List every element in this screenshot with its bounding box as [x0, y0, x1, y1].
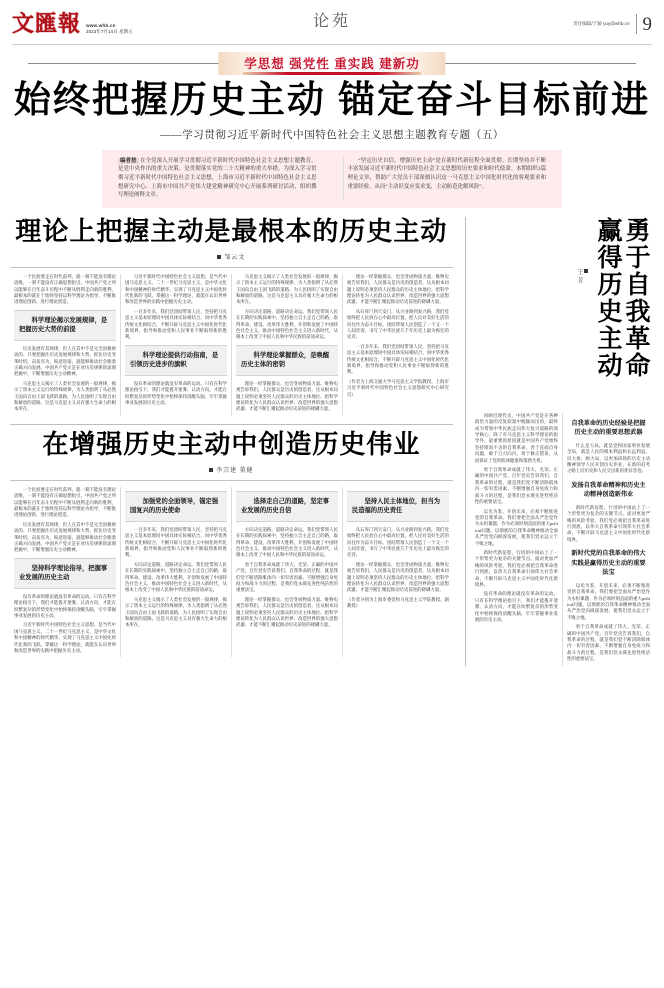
body-paragraph: 一百多年来，我们党团结带领人民，坚持把马克思主义基本原理同中国具体实际相结合、同中华优秀传统文化相结合，不断开辟马克思主义中国化时代化新境界，指导和推动党和人民事业不断取得新的胜利。 — [346, 343, 449, 375]
article-2 — [10, 424, 453, 658]
article-1-rule — [10, 267, 453, 268]
body-paragraph: 新时代新征程，行进的中国站上了一个形势更为复杂的关键节点。面对更加严峻的风险考验，我们党必须把自我革命进行到底，以伟大自我革命引领伟大社会革命，不断开辟马克思主义中国化时代化新境界。 — [474, 549, 558, 587]
body-paragraph: 回顾近现代史，中国共产党是在各种政治力量的反复较量中脱颖而出的，最终成为带领中华民族走向伟大复兴道路的领导核心，除了有马克思主义科学理论的指导外，最重要的原因就是中国共产党始终坚持锲而不舍的自我革命，善于直面自身问题，敢于刀刃向内，勇于修正错误，从而保证了党的肌体健康和蓬勃生机。 — [474, 412, 558, 463]
pull-quote: 坚持人民主体地位，担当为民造福的历史责任 — [347, 491, 449, 522]
pull-quote: 科学理论提供行动指南，是引领历史进步的旗帜 — [125, 345, 227, 376]
article-3-head-area — [471, 217, 654, 413]
bullet-icon — [584, 269, 588, 273]
body-paragraph: 新时代新征程，行进的中国站上了一个形势更为复杂的关键节点。面对更加严峻的风险考验，我们党必须把自我革命进行到底，以伟大自我革命引领伟大社会革命，不断开辟马克思主义中国化时代化新境界。 — [566, 504, 650, 542]
article-2-columns — [10, 487, 453, 658]
zone-divider — [465, 217, 466, 666]
page-headline: 始终把握历史主动 锚定奋斗目标前进 — [13, 79, 651, 120]
column-2 — [562, 413, 654, 666]
body-paragraph: 理论一经掌握群众，也会变成物质力量。唯物史观告诉我们，人民群众是历史的创造者，这从根本问题上说明必须坚持人民群众的历史主体地位。把科学理论转化为人民群众认识世界、改造世界的强大思想武器，才能不断汇聚起推动历史前进的磅礴力量。 — [235, 380, 338, 412]
editor-credit: 责任编辑/于颖 yuy@whb.cn — [573, 21, 630, 26]
article-3-author: 王芳 — [576, 268, 582, 285]
pull-quote: 加强党的全面领导，锚定强国复兴的历史使命 — [125, 491, 227, 522]
body-paragraph: 习近平新时代中国特色社会主义思想，是当代中国马克思主义、二十一世纪马克思主义，是中华文化和中国精神的时代精华，实现了马克思主义中国化时代化新的飞跃。掌握这一科学理论，就能在认识世界和改造世界的实践中把握历史主动。 — [14, 622, 116, 653]
body-paragraph: 方向决定道路，道路决定命运。我们党带领人民在长期的实践探索中，坚持独立自主走自己的路，取得革命、建设、改革伟大胜利，开创和发展了中国特色社会主义，推动中国特色社会主义进入新时代，从根本上改变了中国人民和中华民族的前途命运。 — [124, 561, 227, 593]
body-paragraph: 马克思主义揭示了人类社会发展的一般规律，揭示了资本主义运行的特殊规律，为人类指明了从必然王国向自由王国飞跃的道路，为人民指明了实现自由和解放的道路。这是马克思主义具有强大生命力的根本所在。 — [235, 273, 338, 305]
body-paragraph: 方向决定道路，道路决定命运。我们党带领人民在长期的实践探索中，坚持独立自主走自己的路，取得革命、建设、改革伟大胜利，开创和发展了中国特色社会主义，推动中国特色社会主义进入新时代，从根本上改变了中国人民和中华民族的前途命运。 — [235, 308, 338, 340]
editor-note-box — [102, 150, 562, 208]
body-paragraph: 一百多年来，我们党团结带领人民，坚持把马克思主义基本原理同中国具体实际相结合、同中华优秀传统文化相结合，不断开辟马克思主义中国化时代化新境界，指导和推动党和人民事业不断取得新的胜利。 — [124, 308, 227, 340]
body-paragraph: 什么是大局，就是党和国家事业发展全局，就是人民的根本利益和长远利益。识大体、顾大局，以更加昂扬的历史主动精神领导人民开创历史伟业，在新的赶考之路上向历史和人民交出新的优异答卷。 — [566, 442, 650, 474]
article-2-author: 李宗建 董健 — [216, 467, 254, 474]
body-paragraph: 勇于自我革命成就了伟大、光荣、正确的中国共产党。百年党史告诉我们，自我革命的过程，就是我们党不断清除肌体内一切有害因素、不断增强自身免疫力和战斗力的过程，是我们党永葆先进性纯洁性的重要法宝。 — [235, 561, 338, 593]
pull-quote: 科学理论掌握群众，是唤醒历史主体的密钥 — [236, 345, 338, 376]
bullet-icon — [217, 255, 221, 259]
column-2 — [120, 274, 231, 416]
pull-quote: 科学理论揭示发展规律，是把握历史大势的前提 — [14, 310, 116, 341]
column-1 — [471, 413, 562, 666]
pull-quote: 坚持科学理论指导，把握事业发展的历史主动 — [14, 558, 116, 589]
body-paragraph: 以史为鉴、开创未来，必须不断推进党的自我革命。我们要把全面从严治党作为永恒课题、作为必须时刻直面的重大political问题，以彻底的自我革命精神推动全面从严治党向纵深发展，使我们党永远立于不败之地。 — [474, 508, 558, 546]
section-title: 论苑 — [312, 13, 351, 30]
article-1-byline — [10, 252, 453, 261]
editor-note-text-1: 在全党深入开展学习贯彻习近平新时代中国特色社会主义思想主题教育，是党中央作出的重大决策，是贯彻落实党的二十大精神的重大举措。为深入学习贯彻习近平新时代中国特色社会主义思想，上海市习近平新时代中国特色社会主义思想研究中心、上海市中国共产党伟大建党精神研究中心开展系列研讨活动，组织撰写理论阐释文章。 — [118, 157, 317, 199]
pull-quote: 发扬自我革命精神和历史主动精神创造新伟业 — [571, 481, 646, 499]
logo-text: 文匯報 — [12, 11, 82, 36]
body-paragraph: 理论一经掌握群众，也会变成物质力量。唯物史观告诉我们，人民群众是历史的创造者，这从根本问题上说明必须坚持人民群众的历史主体地位。把科学理论转化为人民群众认识世界、改造世界的强大思想武器，才能不断汇聚起推动历史前进的磅礴力量。 — [346, 561, 449, 593]
body-paragraph: 从石库门到天安门，从兴业路到复兴路，我们党始终把人民放在心中最高位置，把人民对美好生活的向往作为奋斗目标，团结带领人民创造了一个又一个人间奇迹，书写了中华民族几千年历史上最为恢宏的史诗。 — [346, 526, 449, 558]
article-2-author-note: （作者分别为上海市委党校马克思主义学院教授、副教授） — [346, 596, 449, 609]
body-paragraph: 一百多年来，我们党团结带领人民，坚持把马克思主义基本原理同中国具体实际相结合、同中华优秀传统文化相结合，不断开辟马克思主义中国化时代化新境界，指导和推动党和人民事业不断取得新的胜利。 — [124, 526, 227, 558]
body-paragraph: 马克思主义揭示了人类社会发展的一般规律，揭示了资本主义运行的特殊规律，为人类指明了从必然王国向自由王国飞跃的道路，为人民指明了实现自由和解放的道路。这是马克思主义具有强大生命力的根本所在。 — [14, 380, 116, 412]
column-2 — [120, 487, 231, 658]
masthead — [10, 0, 654, 42]
body-paragraph: 以史为鉴、开创未来，必须不断推进党的自我革命。我们要把全面从严治党作为永恒课题、作为必须时刻直面的重大political问题，以彻底的自我革命精神推动全面从严治党向纵深发展，使我们党永远立于不败之地。 — [566, 582, 650, 620]
body-paragraph: 勇于自我革命成就了伟大、光荣、正确的中国共产党。百年党史告诉我们，自我革命的过程，就是我们党不断清除肌体内一切有害因素、不断增强自身免疫力和战斗力的过程，是我们党永葆先进性纯洁性的重要法宝。 — [474, 467, 558, 505]
article-3-title[interactable]: 勇于自我革命 赢得历史主动 — [594, 216, 650, 379]
column-3 — [231, 487, 342, 658]
body-paragraph: 一个民族要走在时代前列，就一刻不能没有理论思维，一刻不能没有正确思想指引。中国共产党之所以能够在百年奋斗历程中不断从胜利走向新的胜利，最根本的就在于始终坚持以科学理论为指导，不断推进理论创新、进行理论创造。 — [14, 273, 116, 305]
pull-quote: 自我革命的历史经验是把握历史主动的重要思想武器 — [571, 419, 646, 437]
left-zone — [10, 217, 460, 666]
column-3 — [231, 274, 342, 416]
body-paragraph: 从石库门到天安门，从兴业路到复兴路，我们党始终把人民放在心中最高位置，把人民对美好生活的向往作为奋斗目标，团结带领人民创造了一个又一个人间奇迹，书写了中华民族几千年历史上最为恢宏的史诗。 — [346, 308, 449, 340]
column-1 — [10, 274, 120, 416]
body-paragraph: 历史发展有其规律，但人在其中不是完全消极被动的。只要把握住历史发展规律和大势，抓住历史变革时机，奋发有为，锐意进取，就能够推动社会朝着正确方向发展。中国共产党正是在对历史规律的深刻把握中，不断增强历史主动精神。 — [14, 345, 116, 377]
article-2-rule — [10, 480, 453, 481]
page-number: 9 — [642, 13, 652, 35]
body-paragraph: 历史发展有其规律，但人在其中不是完全消极被动的。只要把握住历史发展规律和大势，抓住历史变革时机，奋发有为，锐意进取，就能够推动社会朝着正确方向发展。中国共产党正是在对历史规律的深刻把握中，不断增强历史主动精神。 — [14, 521, 116, 553]
article-3-byline — [575, 269, 588, 285]
editor-note-label: 编者按 — [120, 157, 137, 164]
banner-underline — [243, 72, 421, 75]
body-paragraph: 没有革命的理论就没有革命的运动。只有在科学理论指引下，我们才能拨开迷雾、认清方向，才能在纷繁复杂的形势变化中始终保持清醒头脑，牢牢掌握事业发展的历史主动。 — [474, 591, 558, 622]
body-paragraph: 没有革命的理论就没有革命的运动。只有在科学理论指引下，我们才能拨开迷雾、认清方向，才能在纷繁复杂的形势变化中始终保持清醒头脑，牢牢掌握事业发展的历史主动。 — [124, 380, 227, 405]
masthead-rule — [12, 44, 652, 45]
editor-note-col-2 — [343, 157, 551, 200]
column-4 — [342, 487, 453, 658]
body-paragraph: 马克思主义揭示了人类社会发展的一般规律，揭示了资本主义运行的特殊规律，为人类指明了从必然王国向自由王国飞跃的道路，为人民指明了实现自由和解放的道路。这是马克思主义具有强大生命力的根本所在。 — [124, 596, 227, 628]
body-paragraph: 勇于自我革命成就了伟大、光荣、正确的中国共产党。百年党史告诉我们，自我革命的过程，就是我们党不断清除肌体内一切有害因素、不断增强自身免疫力和战斗力的过程，是我们党永葆先进性纯洁性的重要法宝。 — [566, 624, 650, 662]
column-1 — [10, 487, 120, 658]
article-1-author-note: （作者为上海交通大学马克思主义学院教授、上海市习近平新时代中国特色社会主义思想研究中心研究员） — [346, 378, 449, 397]
body-paragraph: 理论一经掌握群众，也会变成物质力量。唯物史观告诉我们，人民群众是历史的创造者，这从根本问题上说明必须坚持人民群众的历史主体地位。把科学理论转化为人民群众认识世界、改造世界的强大思想武器，才能不断汇聚起推动历史前进的磅礴力量。 — [346, 273, 449, 305]
article-1-title[interactable]: 理论上把握主动是最根本的历史主动 — [15, 216, 448, 246]
column-4 — [342, 274, 453, 416]
article-3-columns — [471, 413, 654, 666]
body-paragraph: 一个民族要走在时代前列，就一刻不能没有理论思维，一刻不能没有正确思想指引。中国共产党之所以能够在百年奋斗历程中不断从胜利走向新的胜利，最根本的就在于始终坚持以科学理论为指导，不断推进理论创新、进行理论创造。 — [14, 486, 116, 518]
right-zone — [471, 217, 654, 666]
content-grid — [10, 217, 654, 666]
page-subheadline: ——学习贯彻习近平新时代中国特色社会主义思想主题教育专题（五） — [159, 129, 505, 141]
banner-text: 学思想 强党性 重实践 建新功 — [244, 57, 420, 71]
pull-quote: 新时代党的自我革命的伟大实践是赢得历史主动的重要法宝 — [571, 550, 646, 577]
editor-note-col-1 — [114, 157, 321, 200]
campaign-banner — [10, 52, 654, 74]
editor-note-text-2: “坚定历史自信，增强历史主动”是在新时代新征程全面贯彻、长期坚持并不断丰富发展习近平新时代中国特色社会主义思想的历史要求和时代使命。本期组织3篇理论文章，帮助广大党员干部深刻认识这一马克思主义中国化时代化的客观要求和重要经验，从而“主动识变应变求变，主动防范化解风险”。 — [347, 157, 546, 190]
publication-date: 2023年7月14日 星期五 — [86, 29, 133, 34]
body-paragraph: 理论一经掌握群众，也会变成物质力量。唯物史观告诉我们，人民群众是历史的创造者，这从根本问题上说明必须坚持人民群众的历史主体地位。把科学理论转化为人民群众认识世界、改造世界的强大思想武器，才能不断汇聚起推动历史前进的磅礴力量。 — [235, 596, 338, 628]
body-paragraph: 没有革命的理论就没有革命的运动。只有在科学理论指引下，我们才能拨开迷雾、认清方向，才能在纷繁复杂的形势变化中始终保持清醒头脑，牢牢掌握事业发展的历史主动。 — [14, 593, 116, 618]
bullet-icon — [209, 468, 213, 472]
body-paragraph: 习近平新时代中国特色社会主义思想，是当代中国马克思主义、二十一世纪马克思主义，是中华文化和中国精神的时代精华，实现了马克思主义中国化时代化新的飞跃。掌握这一科学理论，就能在认识世界和改造世界的实践中把握历史主动。 — [124, 273, 227, 305]
pull-quote: 选择走自己的道路，坚定事业发展的历史自信 — [236, 491, 338, 522]
website-url[interactable]: www.whb.cn — [86, 23, 116, 28]
article-1-author: 邹云文 — [224, 254, 246, 261]
body-paragraph: 方向决定道路，道路决定命运。我们党带领人民在长期的实践探索中，坚持独立自主走自己的路，取得革命、建设、改革伟大胜利，开创和发展了中国特色社会主义，推动中国特色社会主义进入新时代，从根本上改变了中国人民和中华民族的前途命运。 — [235, 526, 338, 558]
article-1-columns — [10, 274, 453, 416]
article-2-title[interactable]: 在增强历史主动中创造历史伟业 — [42, 429, 421, 459]
article-2-toprule — [10, 424, 453, 425]
article-2-byline — [10, 465, 453, 474]
article-1 — [10, 217, 453, 416]
